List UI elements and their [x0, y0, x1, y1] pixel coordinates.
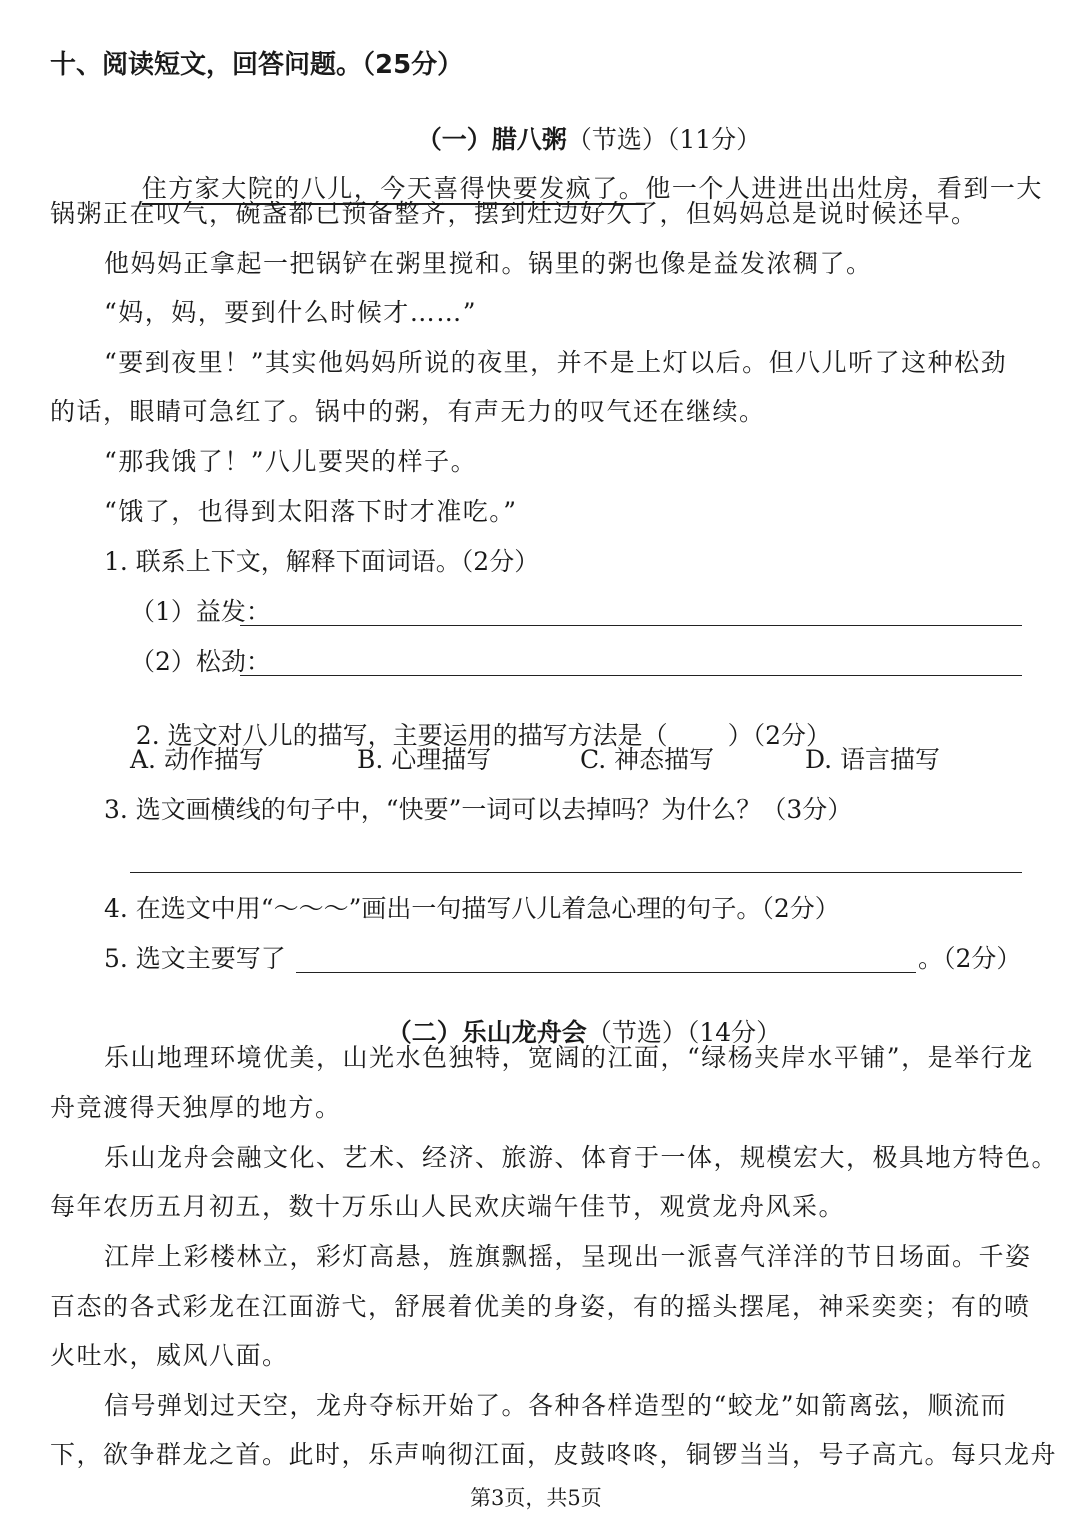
option-c[interactable]: C. 神态描写 [580, 745, 715, 774]
question-1: 1. 联系上下文，解释下面词语。（2分） [104, 547, 540, 576]
question-3: 3. 选文画横线的句子中，“快要”一词可以去掉吗？为什么？（3分） [104, 795, 853, 824]
question-4: 4. 在选文中用“～～～”画出一句描写八儿着急心理的句子。（2分） [104, 894, 840, 923]
passage1-line-text: 他一个人进进出出灶房，看到一大 [645, 174, 1043, 203]
passage2-paragraph-line: 百态的各式彩龙在江面游弋，舒展着优美的身姿，有的摇头摆尾，神采奕奕；有的喷 [50, 1292, 1031, 1321]
passage2-paragraph-line: 下，欲争群龙之首。此时，乐声响彻江面，皮鼓咚咚，铜锣当当，号子高亢。每只龙舟 [50, 1440, 1058, 1469]
passage1-title-note: （节选）（11分） [566, 125, 762, 154]
passage2-paragraph-line: 乐山龙舟会融文化、艺术、经济、旅游、体育于一体，规模宏大，极具地方特色。 [104, 1143, 1059, 1172]
passage1-paragraph-line: 的话，眼睛可急红了。锅中的粥，有声无力的叹气还在继续。 [50, 397, 766, 426]
passage1-paragraph-line: “要到夜里！”其实他妈妈所说的夜里，并不是上灯以后。但八儿听了这种松劲 [104, 348, 1008, 377]
passage2-paragraph-line: 江岸上彩楼林立，彩灯高悬，旌旗飘摇，呈现出一派喜气洋洋的节日场面。千姿 [104, 1242, 1032, 1271]
question-2-score: ）（2分） [727, 721, 832, 750]
question-5-score: 。（2分） [918, 944, 1022, 973]
passage1-paragraph-line: “饿了，也得到太阳落下时才准吃。” [104, 497, 518, 526]
passage1-paragraph-line: 他妈妈正拿起一把锅铲在粥里搅和。锅里的粥也像是益发浓稠了。 [104, 249, 873, 278]
passage1-paragraph-line: “妈，妈，要到什么时候才……” [104, 298, 478, 327]
passage2-paragraph-line: 火吐水，威风八面。 [50, 1341, 289, 1370]
question-1a-answer-line[interactable] [240, 625, 1022, 626]
question-2-text: 2. 选文对八儿的描写，主要运用的描写方法是（ [135, 721, 668, 750]
page-footer: 第3页，共5页 [470, 1486, 602, 1510]
passage2-title-main: （二）乐山龙舟会 [386, 1018, 587, 1047]
passage1-paragraph-line: “那我饿了！”八儿要哭的样子。 [104, 447, 478, 476]
passage2-paragraph-line: 乐山地理环境优美，山光水色独特，宽阔的江面，“绿杨夹岸水平铺”，是举行龙 [104, 1043, 1034, 1072]
passage2-title-note: （节选）（14分） [586, 1018, 782, 1047]
passage1-title-main: （一）腊八粥 [416, 125, 567, 154]
question-5-answer-line[interactable] [296, 972, 916, 973]
section-header: 十、阅读短文，回答问题。（25分） [50, 50, 464, 80]
option-b[interactable]: B. 心理描写 [357, 745, 492, 774]
question-1b-label: （2）松劲： [130, 647, 271, 676]
question-1a-label: （1）益发： [130, 597, 271, 626]
question-5-text: 5. 选文主要写了 [104, 944, 286, 973]
option-d[interactable]: D. 语言描写 [805, 745, 941, 774]
passage1-paragraph-line: 锅粥正在叹气，碗盏都已预备整齐，摆到灶边好久了，但妈妈总是说时候还早。 [50, 199, 978, 228]
option-a[interactable]: A. 动作描写 [130, 745, 264, 774]
passage2-paragraph-line: 舟竞渡得天独厚的地方。 [50, 1093, 342, 1122]
underlined-sentence: 住方家大院的八儿，今天喜得快要发疯了。 [141, 174, 646, 203]
passage2-paragraph-line: 每年农历五月初五，数十万乐山人民欢庆端午佳节，观赏龙舟风采。 [50, 1192, 846, 1221]
passage2-paragraph-line: 信号弹划过天空，龙舟夺标开始了。各种各样造型的“蛟龙”如箭离弦，顺流而 [104, 1391, 1008, 1420]
question-3-answer-line[interactable] [130, 872, 1022, 873]
question-1b-answer-line[interactable] [240, 675, 1022, 676]
